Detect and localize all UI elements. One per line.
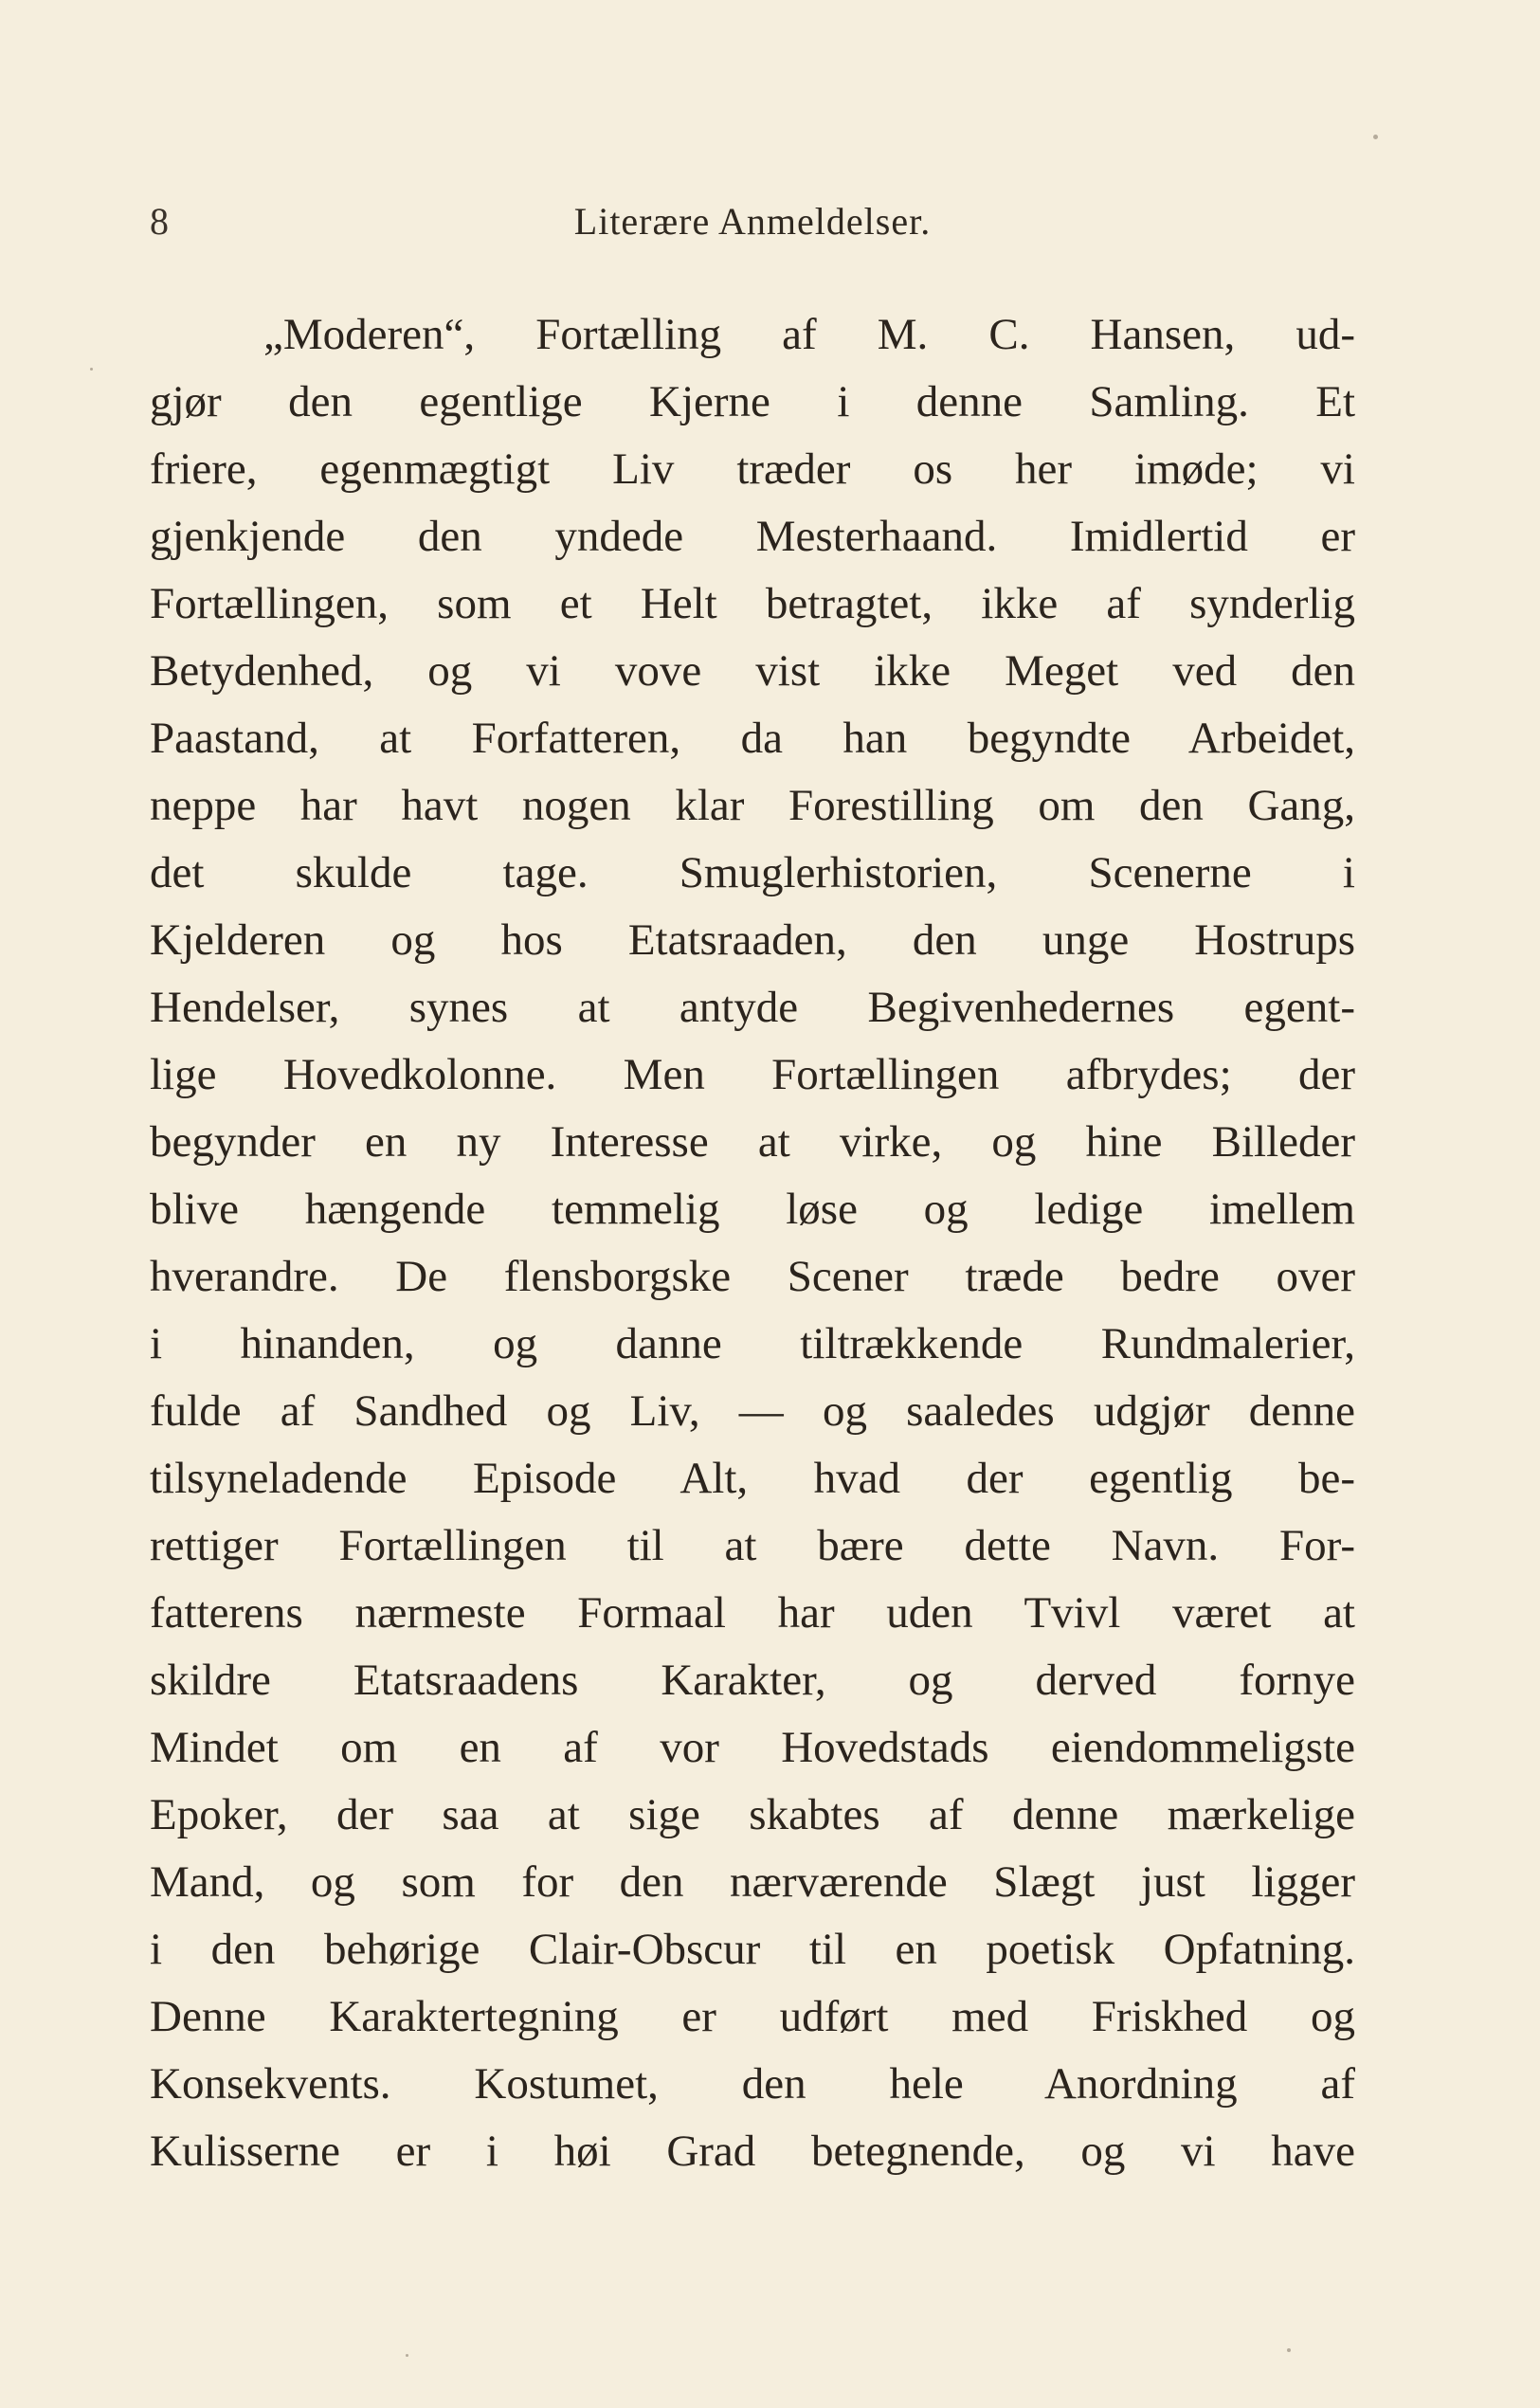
text-line: gjør den egentlige Kjerne i denne Samling. Et bbox=[150, 377, 1355, 426]
paper-speck bbox=[1373, 135, 1378, 139]
text-line: Kjelderen og hos Etatsraaden, den unge Hostrups bbox=[150, 915, 1355, 965]
text-line: Epoker, der saa at sige skabtes af denne mærkelige bbox=[150, 1790, 1355, 1839]
text-line: Betydenhed, og vi vove vist ikke Meget ved den bbox=[150, 646, 1355, 696]
text-line: Paastand, at Forfatteren, da han begyndte Arbeidet, bbox=[150, 714, 1355, 763]
text-line: friere, egenmægtigt Liv træder os her imøde; vi bbox=[150, 444, 1355, 494]
page-number: 8 bbox=[150, 200, 169, 243]
paper-speck bbox=[406, 2354, 408, 2357]
text-line: Denne Karaktertegning er udført med Friskhed og bbox=[150, 1992, 1355, 2041]
text-line: Kulisserne er i høi Grad betegnende, og vi have bbox=[150, 2127, 1355, 2176]
text-line: Mindet om en af vor Hovedstads eiendommeligste bbox=[150, 1723, 1355, 1772]
text-line: „Moderen“, Fortælling af M. C. Hansen, ud- bbox=[263, 310, 1355, 359]
text-line: fulde af Sandhed og Liv, — og saaledes udgjør denne bbox=[150, 1386, 1355, 1436]
paper-speck bbox=[1287, 2348, 1291, 2352]
paper-speck bbox=[90, 368, 93, 371]
text-line: det skulde tage. Smuglerhistorien, Scenerne i bbox=[150, 848, 1355, 897]
running-head bbox=[150, 199, 1355, 256]
text-line: Konsekvents. Kostumet, den hele Anordning af bbox=[150, 2059, 1355, 2109]
text-line: neppe har havt nogen klar Forestilling om den Gang, bbox=[150, 781, 1355, 830]
running-title: Literære Anmeldelser. bbox=[573, 200, 932, 243]
text-line: tilsyneladende Episode Alt, hvad der egentlig be- bbox=[150, 1454, 1355, 1503]
text-line: i den behørige Clair-Obscur til en poetisk Opfatning. bbox=[150, 1925, 1355, 1974]
text-line: Fortællingen, som et Helt betragtet, ikke af synderlig bbox=[150, 579, 1355, 628]
text-line: skildre Etatsraadens Karakter, og derved fornye bbox=[150, 1656, 1355, 1705]
text-line: lige Hovedkolonne. Men Fortællingen afbrydes; der bbox=[150, 1050, 1355, 1099]
text-line: begynder en ny Interesse at virke, og hine Billeder bbox=[150, 1117, 1355, 1167]
text-line: blive hængende temmelig løse og ledige imellem bbox=[150, 1185, 1355, 1234]
text-line: Hendelser, synes at antyde Begivenhedernes egent- bbox=[150, 983, 1355, 1032]
body-text bbox=[150, 301, 1355, 2185]
text-line: rettiger Fortællingen til at bære dette Navn. For- bbox=[150, 1521, 1355, 1570]
text-line: fatterens nærmeste Formaal har uden Tvivl været at bbox=[150, 1588, 1355, 1638]
text-line: i hinanden, og danne tiltrækkende Rundmalerier, bbox=[150, 1319, 1355, 1368]
text-line: Mand, og som for den nærværende Slægt just ligger bbox=[150, 1857, 1355, 1907]
text-line: gjenkjende den yndede Mesterhaand. Imidlertid er bbox=[150, 512, 1355, 561]
text-line: hverandre. De flensborgske Scener træde bedre over bbox=[150, 1252, 1355, 1301]
